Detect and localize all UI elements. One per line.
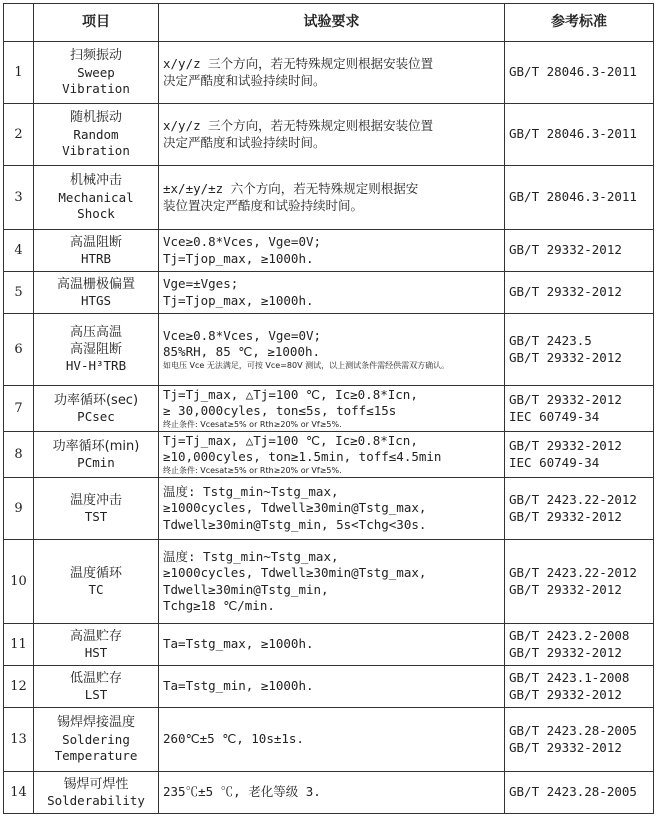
row-number: 12 (4, 666, 34, 708)
standard-ref: GB/T 29332-2012 (509, 644, 622, 660)
row-number: 7 (4, 386, 34, 432)
table-row (4, 166, 654, 230)
standard-cell (505, 272, 654, 314)
table-row (4, 478, 654, 540)
item-name-en: Solderability (47, 792, 145, 808)
standard-cell (505, 666, 654, 708)
table-row (4, 314, 654, 386)
row-number: 13 (4, 708, 34, 772)
standard-ref: GB/T 2423.1-2008 (509, 670, 630, 685)
row-number: 3 (4, 166, 34, 230)
requirement-cell (159, 478, 505, 540)
standard-ref: GB/T 29332-2012 (509, 392, 622, 407)
requirement-line: x/y/z 三个方向，若无特殊规定则根据安装位置 (163, 118, 434, 133)
item-name-en: TC (88, 581, 104, 597)
standard-cell (505, 314, 654, 386)
item-name-cn: 温度循环 (69, 565, 122, 581)
requirement-cell (159, 432, 505, 478)
requirement-cell (159, 272, 505, 314)
table-row (4, 624, 654, 666)
standard-ref: GB/T 2423.28-2005 (509, 784, 637, 800)
item-name-en: Sweep (77, 64, 115, 80)
row-number: 11 (4, 624, 34, 666)
requirement-line: Vce≥0.8*Vces, Vge=0V; (163, 327, 322, 343)
item-name-en: Soldering (62, 731, 130, 747)
row-number: 14 (4, 772, 34, 814)
row-number: 10 (4, 540, 34, 624)
requirement-line: Tchg≥18 ℃/min. (163, 598, 275, 613)
standard-cell (505, 166, 654, 230)
requirement-line: ≥1000cycles, Tdwell≥30min@Tstg_max, (163, 500, 427, 516)
item-cell (34, 540, 159, 624)
item-name-en: PCsec (77, 408, 115, 424)
requirement-line: ≥1000cycles, Tdwell≥30min@Tstg_max, (163, 565, 427, 580)
item-name-cn: 高温贮存 (69, 628, 122, 644)
header-standard: 参考标准 (505, 4, 654, 42)
item-name-en: TST (84, 508, 108, 524)
requirement-line: Vce≥0.8*Vces, Vge=0V; (163, 234, 322, 249)
item-name-cn: 功率循环(min) (52, 438, 140, 454)
item-cell (34, 624, 159, 666)
item-cell (34, 42, 159, 104)
standard-ref: GB/T 29332-2012 (509, 284, 622, 300)
requirement-line: Tj=Tj_max, △Tj=100 ℃, Ic≥0.8*Icn, (163, 386, 418, 402)
standard-cell (505, 772, 654, 814)
item-name-en: PCmin (77, 454, 115, 470)
item-name-cn: 温度冲击 (69, 492, 122, 508)
requirement-line: Tdwell≥30min@Tstg_min, (163, 581, 329, 597)
table-row (4, 272, 654, 314)
row-number: 6 (4, 314, 34, 386)
item-name-en: Random (73, 126, 119, 142)
requirement-line: Vge=±Vges; (163, 276, 239, 291)
standard-cell (505, 432, 654, 478)
requirement-cell (159, 230, 505, 272)
table-row (4, 104, 654, 166)
standard-ref: GB/T 2423.22-2012 (509, 565, 637, 580)
item-name-cn: 高压高温 (69, 325, 122, 341)
table-row (4, 432, 654, 478)
item-name-cn: 锡焊焊接温度 (56, 715, 135, 731)
test-standards-table (3, 3, 654, 814)
requirement-line: 260℃±5 ℃, 10s±1s. (163, 731, 304, 747)
standard-ref: GB/T 29332-2012 (509, 349, 622, 365)
row-number: 8 (4, 432, 34, 478)
item-name-en: Vibration (62, 81, 130, 97)
item-cell (34, 708, 159, 772)
table-row (4, 540, 654, 624)
row-number: 9 (4, 478, 34, 540)
row-number: 5 (4, 272, 34, 314)
requirement-line: ≥10,000cyles, ton≥1.5min, toff≤4.5min (163, 449, 442, 465)
item-cell (34, 478, 159, 540)
requirement-line: 决定严酷度和试验持续时间。 (163, 72, 326, 88)
standard-cell (505, 708, 654, 772)
item-name-en: LST (84, 686, 108, 702)
standard-cell (505, 540, 654, 624)
standard-ref: GB/T 2423.22-2012 (509, 492, 637, 507)
item-name-cn: 机械冲击 (69, 173, 122, 189)
requirement-line: x/y/z 三个方向，若无特殊规定则根据安装位置 (163, 56, 434, 71)
standard-ref: GB/T 29332-2012 (509, 438, 622, 453)
standard-cell (505, 42, 654, 104)
standard-cell (505, 624, 654, 666)
standard-ref: GB/T 29332-2012 (509, 581, 622, 597)
standard-ref: GB/T 2423.28-2005 (509, 723, 637, 738)
item-name-cn: 高温栅极偏置 (56, 276, 135, 292)
standard-ref: IEC 60749-34 (509, 408, 600, 424)
table-row (4, 708, 654, 772)
item-name-en: HST (84, 644, 108, 660)
requirement-line: 235℃±5 ℃, 老化等级 3. (163, 784, 321, 800)
requirement-cell (159, 314, 505, 386)
item-cell (34, 432, 159, 478)
item-name-en: Shock (77, 206, 115, 222)
row-number: 1 (4, 42, 34, 104)
requirement-note: 终止条件: Vcesat≥5% or Rth≥20% or Vf≥5%. (163, 419, 342, 429)
item-cell (34, 166, 159, 230)
item-name-en: HTGS (80, 292, 112, 308)
standard-ref: GB/T 2423.2-2008 (509, 628, 630, 643)
row-number: 4 (4, 230, 34, 272)
standard-ref: IEC 60749-34 (509, 454, 600, 470)
table-row (4, 386, 654, 432)
item-name-cn: 高湿阻断 (69, 342, 122, 358)
standard-cell (505, 230, 654, 272)
item-name-cn: 低温贮存 (69, 670, 122, 686)
requirement-line: 决定严酷度和试验持续时间。 (163, 134, 326, 150)
requirement-cell (159, 772, 505, 814)
requirement-line: Tdwell≥30min@Tstg_min, 5s<Tchg<30s. (163, 516, 427, 532)
requirement-cell (159, 708, 505, 772)
requirement-line: ≥ 30,000cyles, ton≤5s, toff≤15s (163, 403, 397, 419)
item-cell (34, 666, 159, 708)
requirement-line: 温度: Tstg_min~Tstg_max, (163, 548, 339, 564)
item-name-en: HV-H³TRB (65, 358, 127, 374)
requirement-line: 85%RH, 85 ℃, ≥1000h. (163, 344, 321, 360)
table-row (4, 230, 654, 272)
standard-cell (505, 386, 654, 432)
item-cell (34, 272, 159, 314)
standard-ref: GB/T 2423.5 (509, 333, 592, 348)
item-name-cn: 扫频振动 (69, 48, 122, 64)
standard-ref: GB/T 29332-2012 (509, 508, 622, 524)
item-name-en: Vibration (62, 143, 130, 159)
item-name-cn: 高温阻断 (69, 234, 122, 250)
item-name-en: HTRB (80, 250, 112, 266)
requirement-cell (159, 624, 505, 666)
item-cell (34, 772, 159, 814)
item-cell (34, 314, 159, 386)
requirement-line: Ta=Tstg_min, ≥1000h. (163, 678, 314, 694)
requirement-cell (159, 386, 505, 432)
requirement-cell (159, 104, 505, 166)
requirement-note: 终止条件: Vcesat≥5% or Rth≥20% or Vf≥5%. (163, 465, 342, 475)
requirement-line: 温度: Tstg_min~Tstg_max, (163, 483, 339, 499)
header-row (4, 4, 654, 42)
item-name-cn: 随机振动 (69, 110, 122, 126)
item-name-en: Mechanical (58, 189, 134, 205)
item-name-cn: 锡焊可焊性 (63, 776, 129, 792)
standard-ref: GB/T 29332-2012 (509, 242, 622, 258)
requirement-cell (159, 666, 505, 708)
requirement-cell (159, 540, 505, 624)
item-name-cn: 功率循环(sec) (53, 392, 139, 408)
header-no (4, 4, 34, 42)
requirement-line: Tj=Tj_max, △Tj=100 ℃, Ic≥0.8*Icn, (163, 432, 418, 448)
standard-ref: GB/T 29332-2012 (509, 686, 622, 702)
header-requirement: 试验要求 (159, 4, 505, 42)
table-row (4, 772, 654, 814)
item-cell (34, 386, 159, 432)
requirement-note: 如电压 Vce 无法满足，可按 Vce=80V 测试，以上测试条件需经供需双方确认。 (163, 360, 450, 370)
standard-ref: GB/T 29332-2012 (509, 739, 622, 755)
standard-ref: GB/T 28046.3-2011 (509, 126, 637, 142)
requirement-cell (159, 42, 505, 104)
header-item: 项目 (34, 4, 159, 42)
standard-ref: GB/T 28046.3-2011 (509, 64, 637, 80)
standard-cell (505, 478, 654, 540)
requirement-line: ±x/±y/±z 六个方向，若无特殊规定则根据安 (163, 181, 419, 196)
standard-ref: GB/T 28046.3-2011 (509, 189, 637, 205)
standard-cell (505, 104, 654, 166)
item-name-en: Temperature (54, 748, 138, 764)
requirement-cell (159, 166, 505, 230)
row-number: 2 (4, 104, 34, 166)
requirement-line: Ta=Tstg_max, ≥1000h. (163, 636, 314, 652)
table-row (4, 666, 654, 708)
requirement-line: Tj=Tjop_max, ≥1000h. (163, 292, 314, 308)
requirement-line: 装位置决定严酷度和试验持续时间。 (163, 197, 364, 213)
requirement-line: Tj=Tjop_max, ≥1000h. (163, 250, 314, 266)
table-row (4, 42, 654, 104)
item-cell (34, 104, 159, 166)
item-cell (34, 230, 159, 272)
